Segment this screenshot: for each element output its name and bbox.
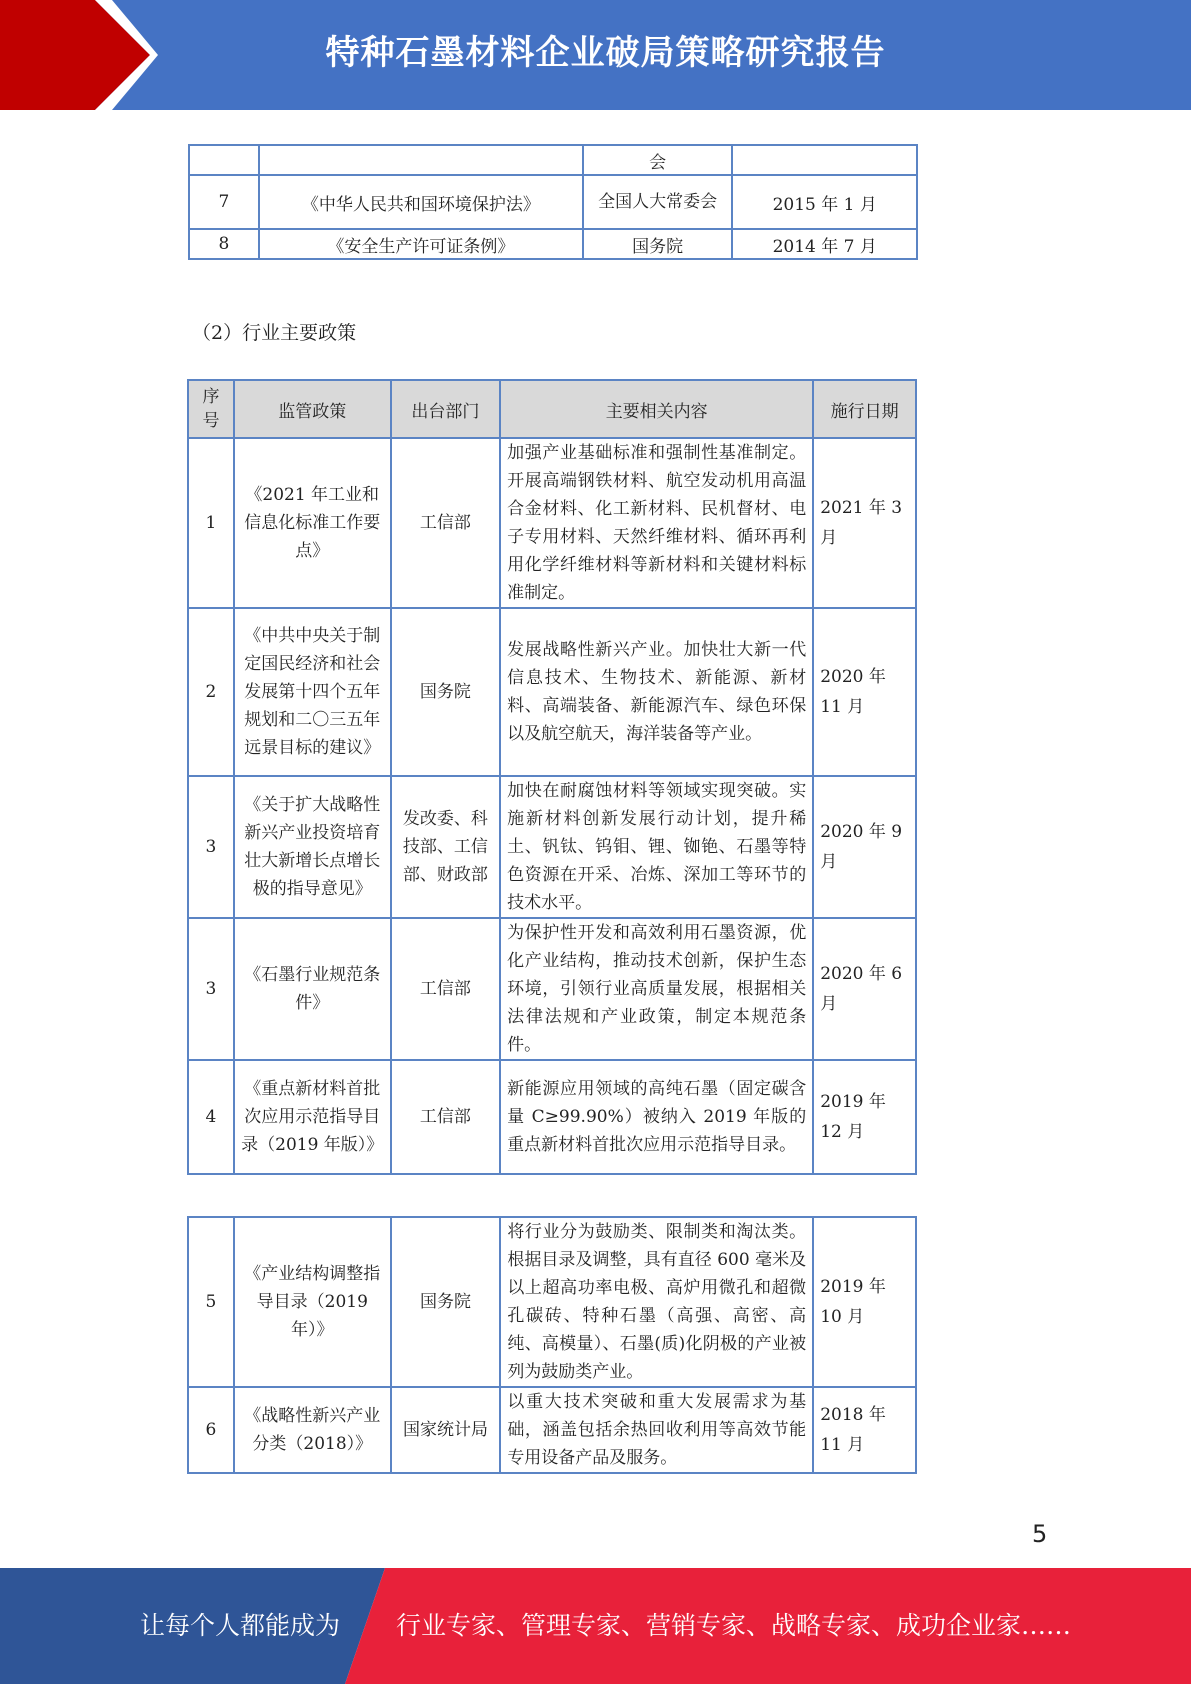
- page-footer: [0, 1568, 1191, 1684]
- policy-table-continued: [187, 1216, 917, 1474]
- page-number: 5: [1032, 1520, 1048, 1548]
- section-title: （2）行业主要政策: [192, 322, 357, 344]
- policy-name: 《产业结构调整指导目录（2019 年）》: [234, 1217, 391, 1387]
- row-number: 1: [188, 438, 234, 608]
- header-date: 施行日期: [813, 380, 916, 438]
- report-title: 特种石墨材料企业破局策略研究报告: [325, 33, 886, 73]
- table-row: [188, 776, 916, 918]
- effective-date: 2019 年 10 月: [813, 1217, 916, 1387]
- page-header: [0, 0, 1191, 110]
- table-row: [189, 145, 917, 175]
- policy-table: [187, 379, 917, 1175]
- row-number: 4: [188, 1060, 234, 1174]
- policy-content: 将行业分为鼓励类、限制类和淘汰类。根据目录及调整，具有直径 600 毫米及以上超高功率电极、高炉用微孔和超微孔碳砖、特种石墨（高强、高密、高纯、高模量）、石墨(质)化阴极的产业被列为鼓励类产业。: [500, 1217, 813, 1387]
- table-row: [188, 438, 916, 608]
- policy-name: 《关于扩大战略性新兴产业投资培育壮大新增长点增长极的指导意见》: [234, 776, 391, 918]
- issuing-department: 工信部: [391, 438, 501, 608]
- table-row: [188, 1387, 916, 1473]
- effective-date: 2018 年 11 月: [813, 1387, 916, 1473]
- table-row: [188, 608, 916, 776]
- issuing-department: 工信部: [391, 1060, 501, 1174]
- policy-name: 《2021 年工业和信息化标准工作要点》: [234, 438, 391, 608]
- row-number: 2: [188, 608, 234, 776]
- policy-content: 发展战略性新兴产业。加快壮大新一代信息技术、生物技术、新能源、新材料、高端装备、新能源汽车、绿色环保以及航空航天，海洋装备等产业。: [500, 608, 813, 776]
- row-number: [189, 145, 259, 175]
- effective-date: 2019 年 12 月: [813, 1060, 916, 1174]
- row-number: 6: [188, 1387, 234, 1473]
- footer-slogan-right: 行业专家、管理专家、营销专家、战略专家、成功企业家……: [396, 1611, 1072, 1640]
- header-policy: 监管政策: [234, 380, 391, 438]
- row-number: 8: [189, 229, 259, 259]
- policy-content: 以重大技术突破和重大发展需求为基础，涵盖包括余热回收利用等高效节能专用设备产品及服务。: [500, 1387, 813, 1473]
- policy-name: 《战略性新兴产业分类（2018）》: [234, 1387, 391, 1473]
- policy-name: 《石墨行业规范条件》: [234, 918, 391, 1060]
- issuing-department: 国务院: [391, 608, 501, 776]
- issuing-department: 工信部: [391, 918, 501, 1060]
- policy-name: 《重点新材料首批次应用示范指导目录（2019 年版）》: [234, 1060, 391, 1174]
- regulation-name: 《安全生产许可证条例》: [259, 229, 583, 259]
- header-content: 主要相关内容: [500, 380, 813, 438]
- policy-content: 新能源应用领域的高纯石墨（固定碳含量 C≥99.90%）被纳入 2019 年版的重点新材料首批次应用示范指导目录。: [500, 1060, 813, 1174]
- row-number: 3: [188, 776, 234, 918]
- table-header-row: [188, 380, 916, 438]
- issuing-department: 国家统计局: [391, 1387, 501, 1473]
- regulation-name: [259, 145, 583, 175]
- footer-slogan-left: 让每个人都能成为: [140, 1611, 341, 1640]
- issuing-department: 国务院: [583, 229, 733, 259]
- issuing-department: 国务院: [391, 1217, 501, 1387]
- table-row: [188, 918, 916, 1060]
- table-row: [189, 175, 917, 229]
- effective-date: 2014 年 7 月: [732, 229, 917, 259]
- effective-date: 2021 年 3 月: [813, 438, 916, 608]
- effective-date: 2020 年 9 月: [813, 776, 916, 918]
- policy-content: 加强产业基础标准和强制性基准制定。开展高端钢铁材料、航空发动机用高温合金材料、化工新材料、民机督材、电子专用材料、天然纤维材料、循环再利用化学纤维材料等新材料和关键材料标准制定。: [500, 438, 813, 608]
- issuing-department: 会: [583, 145, 733, 175]
- issuing-department: 发改委、科技部、工信部、财政部: [391, 776, 501, 918]
- policy-content: 为保护性开发和高效利用石墨资源，优化产业结构，推动技术创新，保护生态环境，引领行业高质量发展，根据相关法律法规和产业政策，制定本规范条件。: [500, 918, 813, 1060]
- row-number: 7: [189, 175, 259, 229]
- header-department: 出台部门: [391, 380, 501, 438]
- table-row: [188, 1217, 916, 1387]
- policy-name: 《中共中央关于制定国民经济和社会发展第十四个五年规划和二〇三五年远景目标的建议》: [234, 608, 391, 776]
- row-number: 5: [188, 1217, 234, 1387]
- effective-date: [732, 145, 917, 175]
- table-row: [189, 229, 917, 259]
- table-row: [188, 1060, 916, 1174]
- issuing-department: 全国人大常委会: [583, 175, 733, 229]
- header-number: 序号: [188, 380, 234, 438]
- row-number: 3: [188, 918, 234, 1060]
- regulation-name: 《中华人民共和国环境保护法》: [259, 175, 583, 229]
- effective-date: 2020 年 6 月: [813, 918, 916, 1060]
- effective-date: 2015 年 1 月: [732, 175, 917, 229]
- effective-date: 2020 年 11 月: [813, 608, 916, 776]
- policy-content: 加快在耐腐蚀材料等领域实现突破。实施新材料创新发展行动计划，提升稀土、钒钛、钨钼、锂、铷铯、石墨等特色资源在开采、冶炼、深加工等环节的技术水平。: [500, 776, 813, 918]
- regulation-table-continued: [188, 144, 918, 260]
